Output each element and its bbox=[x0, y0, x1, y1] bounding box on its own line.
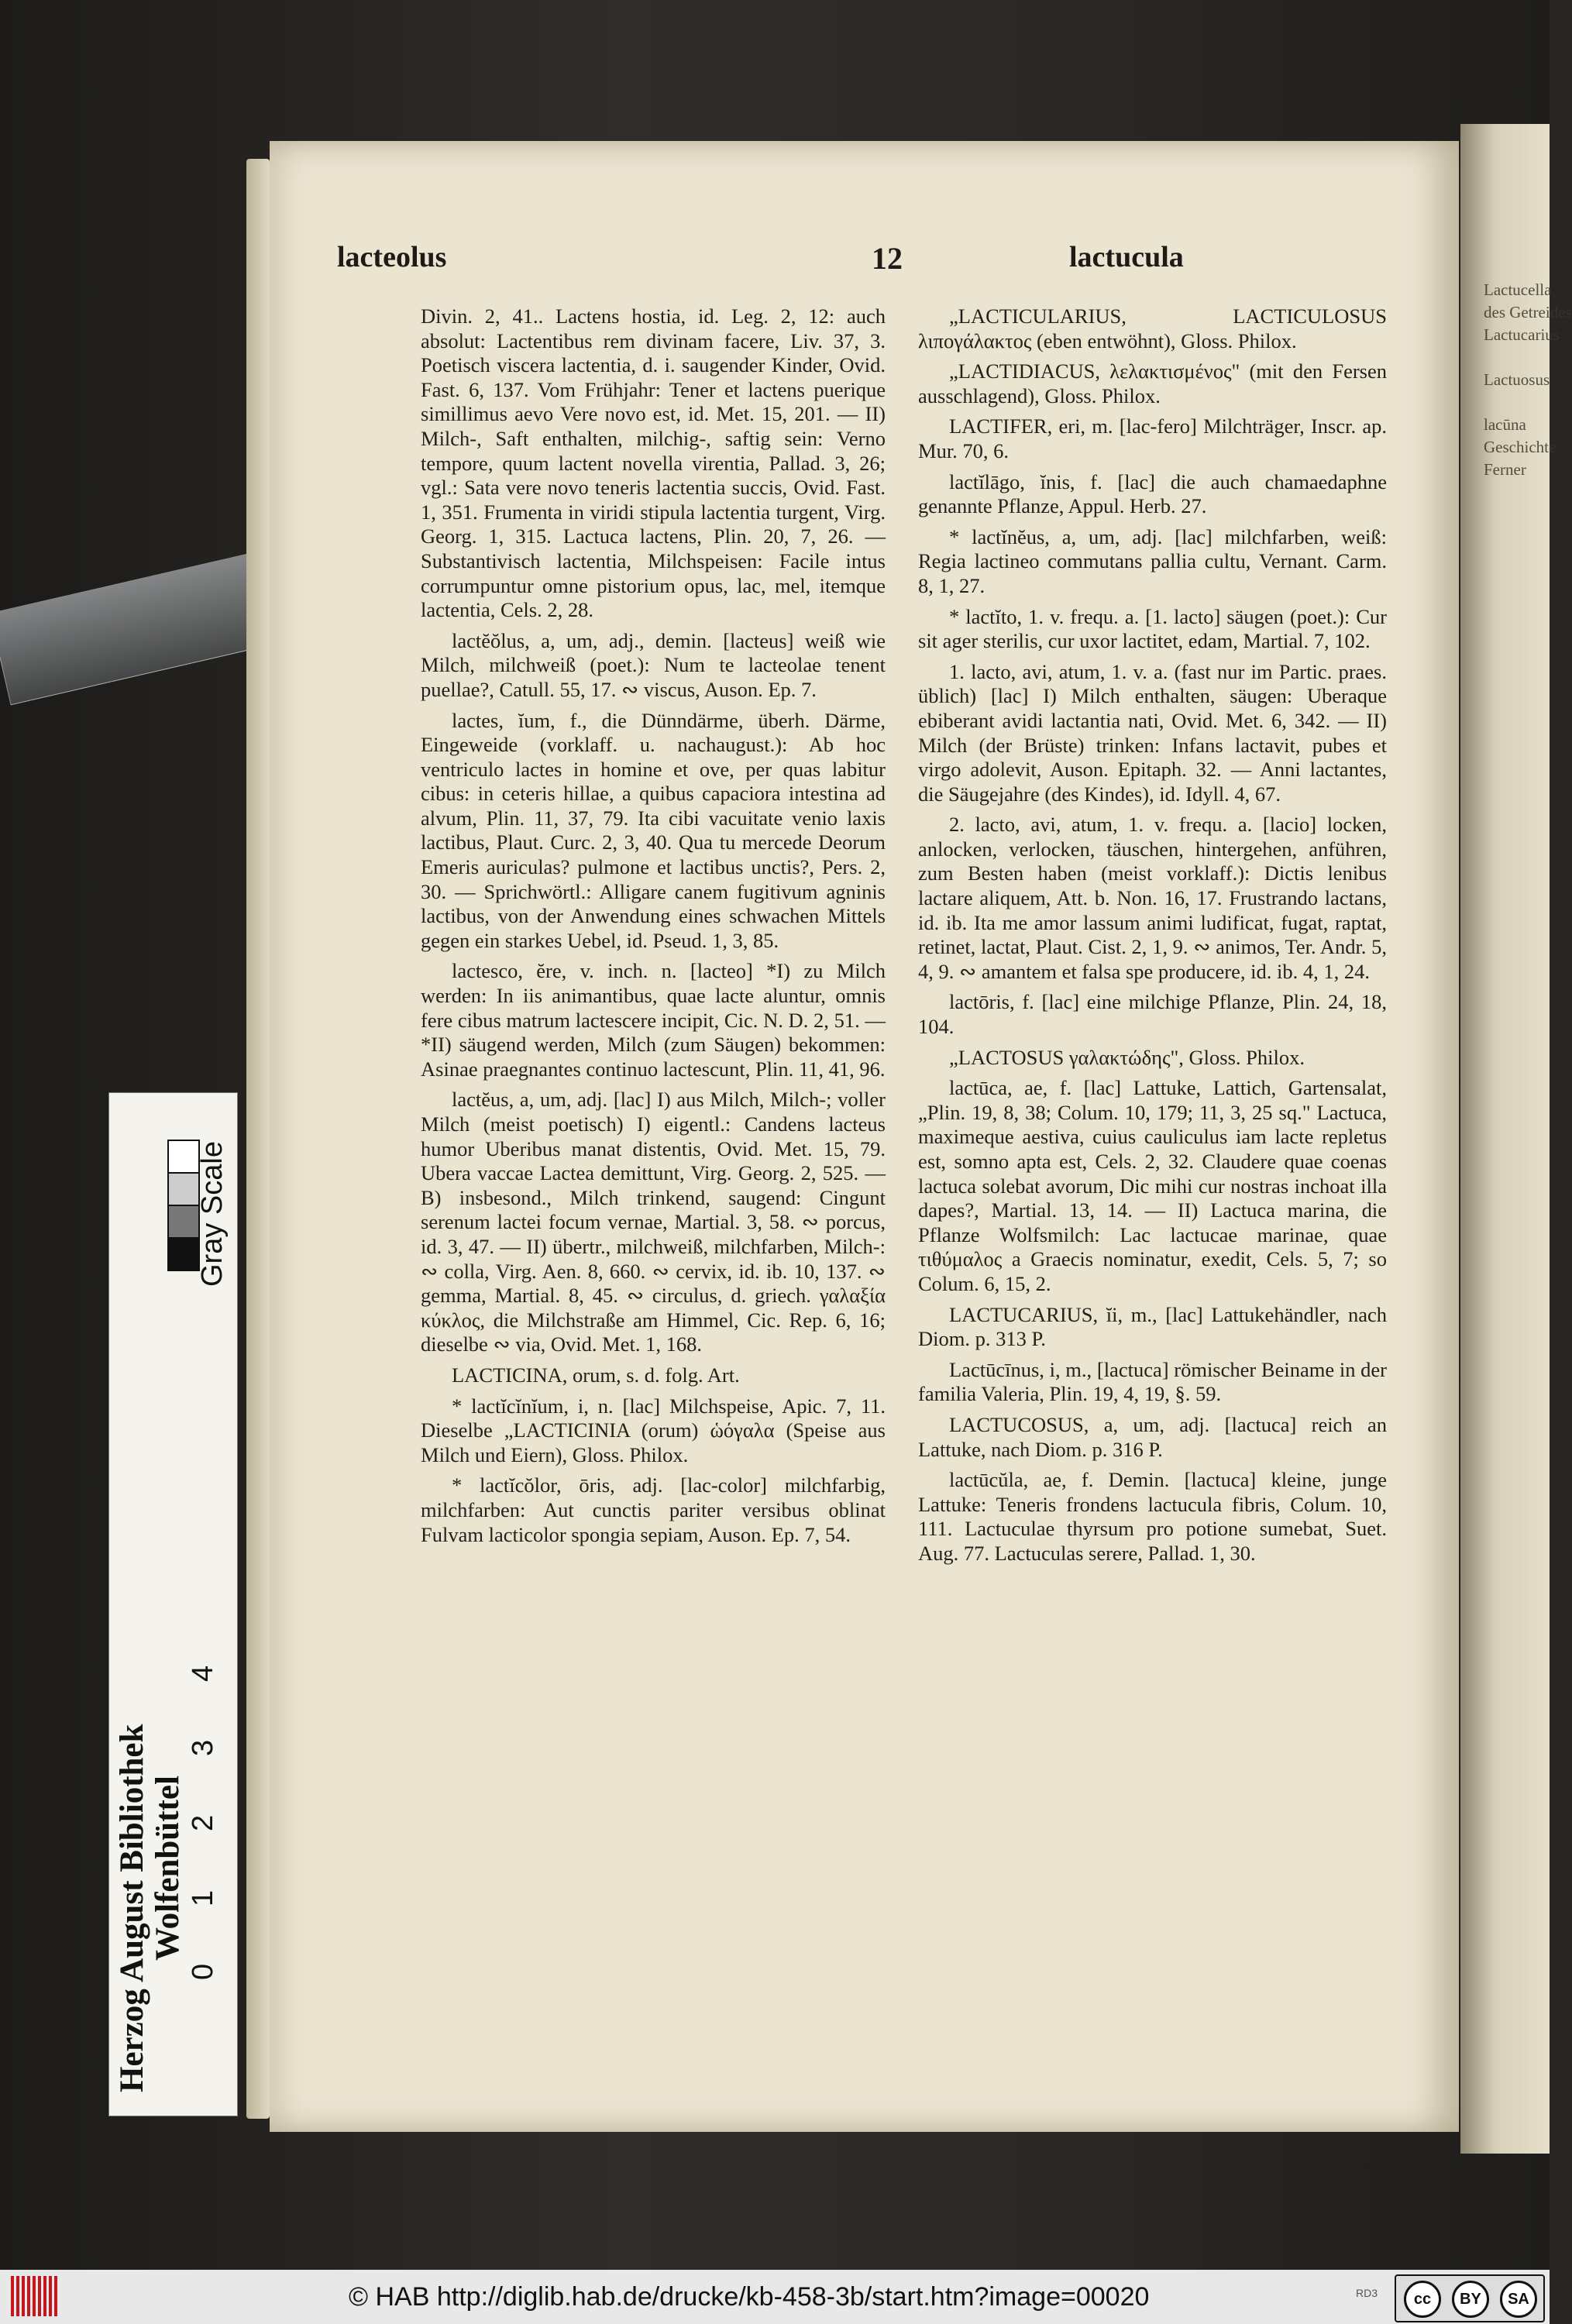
entry: * lactĭcĭnĭum, i, n. [lac] Milchspeise, Apic. 7, 11. Dieselbe „LACTICINIA (orum) ὡόγαλα (Speise aus Milch und Eiern), Gloss. Philox. bbox=[421, 1394, 886, 1466]
sa-icon: SA bbox=[1500, 2281, 1537, 2318]
entry: lactesco, ĕre, v. inch. n. [lacteo] *I) zu Milch werden: In iis animantibus, quae lacte aluntur, omnis fere cibus matrum lactescere incipit, Cic. N. D. 2, 51. — *II) säugend werden, Milch (zum Säugen) bekommen: Asinae praegnantes continuo lactescunt, Plin. 11, 41, 96. bbox=[421, 959, 886, 1081]
header-right-headword: lactucula bbox=[1069, 241, 1184, 273]
header-left-headword: lacteolus bbox=[337, 241, 447, 273]
entry: lactĭlāgo, ĭnis, f. [lac] die auch chamaedaphne genannte Pflanze, Appul. Herb. 27. bbox=[918, 469, 1387, 518]
entry: lactūcŭla, ae, f. Demin. [lactuca] kleine, junge Lattuke: Teneris frondens lactucula fibris, Colum. 10, 111. Lactuculae thyrsum pro potione sumebat, Suet. Aug. 77. Lactuculas serere, Pallad. 1, 30. bbox=[918, 1468, 1387, 1565]
entry: LACTUCARIUS, ĭi, m., [lac] Lattukehändler, nach Diom. p. 313 P. bbox=[918, 1302, 1387, 1351]
entry: „LACTIDIACUS, λελακτισμένος" (mit den Fersen ausschlagend), Gloss. Philox. bbox=[918, 359, 1387, 407]
left-column bbox=[421, 304, 886, 1553]
cc-license-badge[interactable] bbox=[1395, 2274, 1545, 2322]
entry: „LACTICULARIUS, LACTICULOSUS λιπογάλακτος (eben entwöhnt), Gloss. Philox. bbox=[918, 304, 1387, 352]
color-calibration-ruler bbox=[108, 1092, 238, 2116]
ruler-tick-1: 1 bbox=[187, 1889, 219, 1906]
entry: lactes, ĭum, f., die Dünndärme, überh. Därme, Eingeweide (vorklaff. u. nachaugust.): Ab hoc ventriculo lactes in homine et ove, per quas labitur cibus: in ceteris hillae, a quibus capaciora intestina ad alvum, Plin. 11, 37, 79. Ita cibi vacuitate venio laxis lactibus, Plaut. Curc. 2, 3, 40. Qua tu mercede Deorum Emeris auriculas? pulmone et lactibus unctis?, Pers. 2, 30. — Sprichwörtl.: Alligare canem fugitivum agninis lactibus, von der Anwendung eines schwachen Mittels gegen ein starkes Uebel, id. Pseud. 1, 3, 85. bbox=[421, 708, 886, 952]
page-number: 12 bbox=[872, 241, 903, 276]
entry: LACTICINA, orum, s. d. folg. Art. bbox=[452, 1363, 740, 1387]
gray-scale-label: Gray Scale bbox=[196, 1141, 229, 1287]
entry: Divin. 2, 41.. Lactens hostia, id. Leg. 2, 12: auch absolut: Lactentibus rem divinam facere, Liv. 37, 3. Poetisch viscera lactentia, d. i. saugender Kinder, Ovid. Fast. 6, 137. Vom Frühjahr: Tener et lactens puerique simillimus aevo Vere novo est, id. Met. 15, 201. — II) Milch-, Saft enthalten, milchig-, saftig sein: Verno tempore, quum lactent novella virentia, Pallad. 3, 26; vgl.: Sata vere novo teneris lactentia succis, Ovid. Fast. 1, 351. Frumenta in viridi stipula lactentia turgent, Virg. Georg. 1, 315. Lactuca lactens, Plin. 20, 7, 26. — Substantivisch lactentia, Milchspeisen: Facile intus corrumpuntur omne pistorium opus, lac, mel, itemque lactentia, Cels. 2, 28. bbox=[421, 304, 886, 622]
entry: LACTIFER, eri, m. [lac-fero] Milchträger, Inscr. ap. Mur. 70, 6. bbox=[918, 414, 1387, 462]
scan-code: RD3 bbox=[1356, 2287, 1378, 2299]
entry: * lactĭto, 1. v. frequ. a. [1. lacto] säugen (poet.): Cur sit ager sterilis, cur uxor lactitet, edam, Martial. 7, 102. bbox=[918, 604, 1387, 653]
entry: 2. lacto, avi, atum, 1. v. frequ. a. [lacio] locken, anlocken, verlocken, täuschen, hintergehen, anführen, zum Besten haben (meist vorklaff.): Dictis lenibus lactare aliquem, Att. b. Non. 16, 17. Frustrando lactans, id. ib. Ita me amor lassum animi ludificat, fugat, raptat, retinet, lactat, Plaut. Cist. 2, 1, 9. ∾ animos, Ter. Andr. 5, 4, 9. ∾ amantem et falsa spe producere, id. ib. 4, 1, 24. bbox=[918, 813, 1387, 983]
source-credit-link[interactable]: © HAB http://diglib.hab.de/drucke/kb-458-3b/start.htm?image=00020 bbox=[349, 2282, 1150, 2312]
gray-block-white bbox=[167, 1140, 200, 1174]
entry: lactōris, f. [lac] eine milchige Pflanze, Plin. 24, 18, 104. bbox=[918, 990, 1387, 1039]
gray-block-black bbox=[167, 1237, 200, 1271]
book-edge bbox=[246, 159, 270, 2119]
gray-block-mid bbox=[167, 1205, 200, 1239]
gray-block-light bbox=[167, 1172, 200, 1206]
cc-icon: cc bbox=[1404, 2281, 1441, 2318]
entry: lactĕŏlus, a, um, adj., demin. [lacteus] weiß wie Milch, milchweiß (poet.): Num te lacteolae tenent puellae?, Catull. 55, 17. ∾ viscus, Auson. Ep. 7. bbox=[421, 628, 886, 701]
entry: * lactĭnĕus, a, um, adj. [lac] milchfarben, weiß: Regia lactineo commutans pallia cultu, Vernant. Carm. 8, 1, 27. bbox=[918, 524, 1387, 597]
page-header bbox=[0, 240, 1550, 279]
hab-logo bbox=[11, 2276, 57, 2316]
right-column bbox=[918, 304, 1387, 1573]
entry: * lactĭcŏlor, ōris, adj. [lac-color] milchfarbig, milchfarben: Aut cunctis pariter versibus oblinat Fulvam lacticolor spongia sepiam, Auson. Ep. 7, 54. bbox=[421, 1473, 886, 1546]
ruler-tick-2: 2 bbox=[187, 1814, 219, 1831]
institution-line-2: Wolfenbüttel bbox=[150, 1776, 186, 1961]
entry: lactūca, ae, f. [lac] Lattuke, Lattich, Gartensalat, „Plin. 19, 8, 38; Colum. 10, 179; 11, 3, 25 sq." Lactuca, maximeque aestiva, cuius cauliculus iam lacte repletus est, somno apta est, Cels. 2, 32. Claudere quae coenas lactuca solebat avorum, Dic mihi cur nostras inchoat illa dapes?, Martial. 13, 14. — II) Lactuca marina, die Pflanze Wolfsmilch: Lac lactucae marinae, quae τιθύμαλος a Graecis nominatur, exedit, Cels. 5, 7; so Colum. 6, 15, 2. bbox=[918, 1076, 1387, 1295]
footer-bar bbox=[0, 2270, 1550, 2324]
ruler-tick-3: 3 bbox=[187, 1739, 219, 1756]
facing-page-fragment: Lactucella des Getreides Lactucarius Lactuosus lacūna Geschichte Ferner bbox=[1460, 124, 1550, 2154]
entry: „LACTOSUS γαλακτώδης", Gloss. Philox. bbox=[949, 1045, 1305, 1069]
by-icon: BY bbox=[1452, 2281, 1489, 2318]
ruler-tick-0: 0 bbox=[187, 1963, 219, 1980]
entry: Lactūcīnus, i, m., [lactuca] römischer Beiname in der familia Valeria, Plin. 19, 4, 19, §. 59. bbox=[918, 1357, 1387, 1406]
institution-line-1: Herzog August Bibliothek bbox=[114, 1724, 150, 2092]
ruler-tick-4: 4 bbox=[187, 1665, 219, 1682]
entry: LACTUCOSUS, a, um, adj. [lactuca] reich an Lattuke, nach Diom. p. 316 P. bbox=[918, 1412, 1387, 1461]
entry: lactĕus, a, um, adj. [lac] I) aus Milch, Milch-; voller Milch (meist poetisch) I) eigentl.: Candens lacteus humor Uberibus manat distentis, Ovid. Met. 15, 79. Ubera vaccae Lactea demittunt, Virg. Georg. 2, 525. — B) insbesond., Milch trinkend, saugend: Cingunt serenum lactei focum vernae, Martial. 3, 58. ∾ porcus, id. 3, 47. — II) übertr., milchweiß, milchfarben, Milch-: ∾ colla, Virg. Aen. 8, 660. ∾ cervix, id. ib. 10, 137. ∾ gemma, Martial. 8, 45. ∾ circulus, d. griech. γαλαξία κύκλος, die Milchstraße am Himmel, Cic. Rep. 6, 16; dieselbe ∾ via, Ovid. Met. 1, 168. bbox=[421, 1088, 886, 1356]
entry: 1. lacto, avi, atum, 1. v. a. (fast nur im Partic. praes. üblich) [lac] I) Milch enthalten, säugen: Uberaque ebiberant avidi lactantia nati, Ovid. Met. 6, 342. — II) Milch (der Brüste) trinken: Infans lactavit, pubes et virgo adolevit, Auson. Epitaph. 32. — Anni lactantes, die Säugejahre (des Kindes), id. Idyll. 4, 67. bbox=[918, 659, 1387, 806]
